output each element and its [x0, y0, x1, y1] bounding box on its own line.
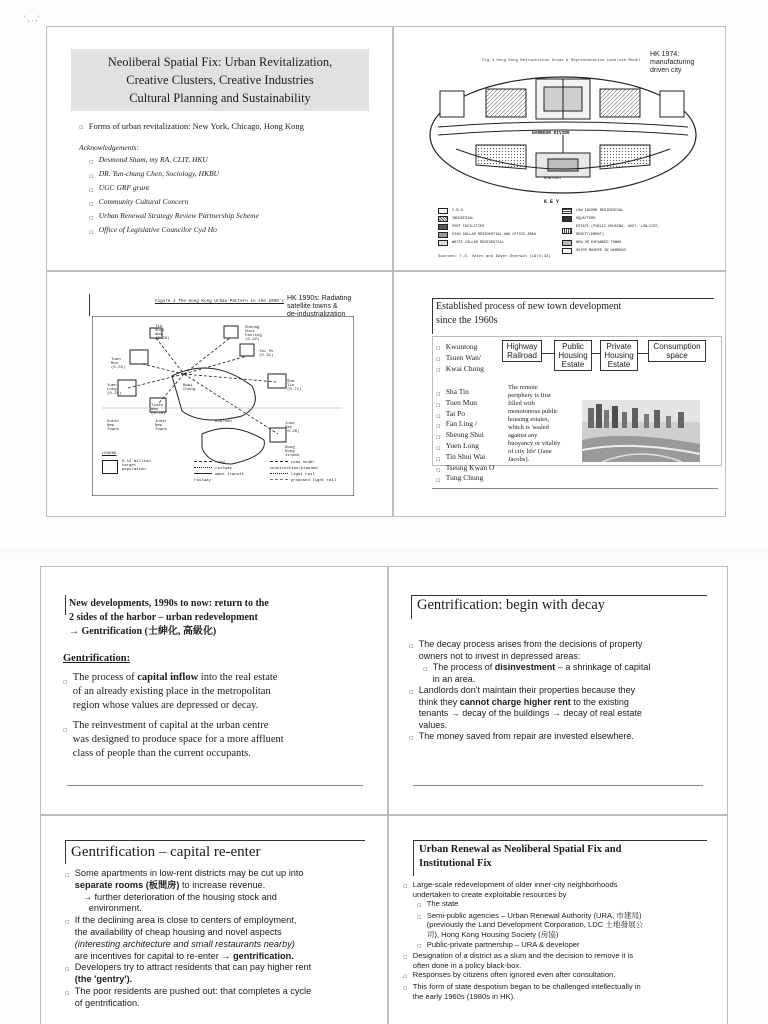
bullet-line: 司), Hong Kong Housing Society (房協): [426, 929, 559, 939]
ack-item: Urban Renewal Strategy Review Partnership Scheme: [98, 211, 259, 220]
town-name: Yuen Long: [445, 440, 479, 450]
bullet-icon: ▫: [403, 972, 408, 981]
bullet-icon: ▫: [436, 390, 441, 398]
bullet-icon: ▫: [89, 200, 94, 208]
bullet-icon: ▫: [79, 123, 84, 131]
bullet-line: The state: [426, 899, 459, 909]
key-row: [438, 207, 558, 215]
slide-7-bullet-3: [65, 962, 381, 986]
caption-line: manufacturing: [650, 59, 695, 66]
title-line: Creative Clusters, Creative Industries: [126, 73, 314, 87]
slide-8-subbullet: [417, 940, 721, 952]
bullet-line: The decay process arises from the decisions of property: [418, 639, 643, 649]
key-row: [562, 247, 688, 255]
slide-6-bullet-2: [409, 685, 719, 731]
legend-label: railway: [215, 467, 232, 471]
slide-8-bullet-4: [403, 982, 721, 1001]
acknowledgements: [79, 143, 369, 238]
quote-line: periphery is first: [508, 392, 551, 399]
bullet-icon: ▫: [65, 988, 70, 997]
bullet-icon: ▫: [436, 465, 441, 474]
slide-2: [393, 26, 726, 271]
key-swatch: [562, 248, 572, 254]
bullet-line: environment.: [88, 903, 142, 914]
handout-sheet-bottom: [0, 558, 768, 1024]
bullet-line: The reinvestment of capital at the urban centre: [72, 720, 269, 731]
bullet-icon: ▫: [65, 871, 70, 879]
slide-5-bullet-2: [63, 719, 373, 761]
bullet-line: (interesting architecture and small restaurants nearby): [74, 938, 295, 949]
bullet-line: often done in a policy black-box.: [412, 960, 522, 970]
bullet-line: Large-scale redevelopment of older inner-city neighborhoods: [412, 880, 618, 889]
slide-8-bullet-1: [403, 880, 721, 899]
bullet-line: The poor residents are pushed out: that completes a cycle: [74, 985, 312, 996]
key-label: INDUSTRIAL: [452, 217, 474, 221]
town-label: Sheung Shui Fanling (0.22): [245, 326, 262, 342]
quote-line: which is 'sealed: [508, 424, 549, 431]
new-town-photo: [582, 400, 700, 462]
key-label: SQUATTERS: [576, 217, 596, 221]
bullet-icon: ▫: [436, 443, 441, 452]
figure-title: Figure 2 The Hong Kong Urban Pattern in the 1990's: [155, 299, 284, 304]
slide-4: [393, 271, 726, 517]
flow-step-highway: Highway Railroad: [502, 340, 542, 362]
key-swatch: [562, 240, 572, 246]
bullet-icon: ▫: [403, 983, 408, 992]
legend-box-label: 0.12 million target population: [121, 460, 151, 472]
bullet-line: separate rooms (板間房) to increase revenue.: [74, 879, 266, 890]
jacobs-quote: [508, 384, 584, 464]
key-label: PORT FACILITIES: [452, 225, 485, 229]
flow-step-public-housing: Public Housing Estate: [554, 340, 592, 371]
quote-line: The remote: [508, 384, 538, 391]
key-row: [438, 223, 558, 231]
key-row: [562, 207, 688, 215]
town-label: Tai Po (0.31): [259, 350, 274, 358]
legend-label: mass transit railway: [194, 473, 244, 483]
caption-line: de-industrialization: [287, 311, 346, 318]
town-name: Tin Shui Wai: [445, 451, 486, 461]
legend-title: LEGEND: [102, 452, 117, 456]
bullet-line: values.: [418, 719, 448, 730]
bullet-icon: ▫: [63, 678, 68, 686]
bullet-icon: ▫: [65, 918, 70, 927]
bullet-icon: ▫: [409, 642, 414, 650]
title-line: Institutional Fix: [419, 858, 492, 869]
key-swatch: [438, 240, 448, 246]
bullet-icon: ▫: [436, 422, 441, 431]
town-name: Fan Ling /: [445, 419, 477, 429]
divider: [432, 488, 718, 489]
caption-line: satellite towns &: [287, 303, 338, 310]
slide-8-bullet-2: [403, 951, 721, 970]
bullet-icon: ▫: [403, 882, 408, 890]
legend-item: [194, 472, 254, 484]
bullet-line: think they cannot charge higher rent to the existing: [418, 696, 629, 707]
slide-5-title-mark: [65, 595, 66, 615]
title-line: since the 1960s: [436, 315, 498, 326]
legend-item: [270, 460, 352, 472]
slide-8-subbullet: [417, 899, 721, 911]
key-swatch: [562, 216, 572, 222]
key-swatch: [562, 208, 572, 214]
quote-line: monotonous public: [508, 408, 559, 415]
bullet-icon: ▫: [436, 411, 441, 420]
quote-line: of city life' (Jane: [508, 448, 552, 455]
town-label: Outer New Towns: [107, 420, 120, 432]
figure-title: Fig.4 Hong Kong Metropolitan Areas & Representative Land-use Model: [482, 59, 641, 63]
bullet-icon: ▫: [436, 400, 441, 409]
town-label: Kowloon: [215, 420, 232, 424]
bullet-line: The process of disinvestment – a shrinkage of capital: [432, 662, 651, 672]
bullet-line: class of people than the current occupants.: [72, 748, 251, 759]
bullet-line: of gentrification.: [74, 997, 140, 1008]
town-label: Tsuen Wan (0.78): [151, 404, 166, 416]
bullet-icon: ▫: [65, 965, 70, 974]
legend-item: [270, 478, 352, 484]
flow-step-private-housing: Private Housing Estate: [600, 340, 638, 371]
heading-line: New developments, 1990s to now: return to the: [69, 598, 269, 609]
ack-item: Community Cultural Concern: [98, 197, 189, 206]
bullet-line: This form of state despotism began to be challenged intellectually in: [412, 981, 641, 991]
bullet-icon: ▫: [436, 433, 441, 442]
title-line: Neoliberal Spatial Fix: Urban Revitalization,: [107, 55, 333, 69]
sub-bullet-icon: ▫: [423, 665, 428, 673]
slide-6-bullet-3: [409, 731, 719, 745]
gentrification-subheading: Gentrification:: [63, 653, 131, 664]
bullet-line: Landlords don't maintain their properties because they: [418, 685, 636, 695]
bullet-line: the availability of cheap housing and novel aspects: [74, 926, 282, 937]
divider: [413, 785, 703, 786]
sub-bullet-icon: ▫: [417, 941, 422, 950]
slide-8: [388, 815, 728, 1024]
legend-label: road under construction/planned: [269, 461, 318, 471]
town-label: Tuen Mun (0.55): [111, 358, 126, 370]
legend-box-icon: [102, 460, 118, 474]
key-title: K E Y: [544, 199, 560, 205]
slide-1: [46, 26, 393, 271]
bullet-text: Forms of urban revitalization: New York, Chicago, Hong Kong: [88, 121, 304, 131]
bullet-line: → further deterioration of the housing stock and: [82, 891, 277, 902]
bullet-icon: ▫: [436, 355, 441, 363]
slide-7-body: [65, 868, 381, 1010]
figure-legend: [102, 452, 352, 484]
town-name: Kwuntong: [445, 342, 478, 351]
slide-5: [40, 566, 388, 815]
heading-line: 2 sides of the harbor – urban redevelopment: [69, 612, 258, 623]
slide-7-bullet-2: [65, 915, 381, 962]
bullet-icon: ▫: [89, 186, 94, 194]
heading-line: → Gentrification (士紳化, 高級化): [69, 626, 217, 637]
town-label: Inner New Towns: [155, 420, 168, 432]
figure-source: Sources: T.S. Yates and Dwyer-Sherwin (1974:33): [438, 255, 551, 259]
flow-arrow-icon: [638, 353, 648, 354]
sub-bullet-icon: ▫: [417, 912, 422, 921]
bullet-icon: ▫: [436, 454, 441, 463]
bullet-icon: ▫: [409, 734, 414, 742]
ack-item: DR. Yun-chung Chen, Sociology, HKBU: [98, 169, 220, 178]
sub-bullet-icon: ▫: [417, 901, 422, 910]
key-label: HIGH DOLLAR RESIDENTIAL AND OFFICE AREA: [452, 233, 537, 237]
slide-6: [388, 566, 728, 815]
bullet-icon: ▫: [89, 158, 94, 166]
bullet-line: The process of capital inflow into the real estate: [72, 672, 278, 683]
title-line: Urban Renewal as Neoliberal Spatial Fix and: [419, 844, 622, 855]
legend-label: road: [215, 461, 225, 465]
key-row: [562, 223, 688, 239]
bullet-line: are incentives for capital to re-enter → gentrification.: [74, 950, 294, 961]
map-key: [438, 207, 688, 251]
kowloon-label: Kowloon: [544, 177, 561, 181]
town-name: Tuen Mun: [445, 397, 477, 407]
slide-3: [46, 271, 393, 517]
town-label: Yuen Long (0.21): [107, 384, 122, 396]
harbour-label: HARBOUR DIVIDE: [532, 131, 570, 136]
bullet-icon: ▫: [63, 726, 68, 734]
bullet-line: the early 1960s (1980s in HK).: [412, 991, 516, 1001]
flow-arrow-icon: [542, 353, 554, 354]
slide-6-title: Gentrification: begin with decay: [417, 597, 606, 613]
ack-item: Desmond Sham, my RA, CLIT, HKU: [98, 155, 208, 164]
key-label: NEW OR EXPANDED TOWNS: [576, 241, 622, 245]
slide-5-bullet-1: [63, 671, 373, 713]
bullet-line: Responses by citizens often ignored even after consultation.: [412, 970, 616, 980]
key-label: LOW INCOME RESIDENTIAL: [576, 209, 624, 213]
bullet-icon: ▫: [89, 172, 94, 180]
bullet-line: The money saved from repair are invested elsewhere.: [418, 731, 634, 741]
slide-5-heading: [69, 597, 369, 639]
bullet-line: tenants → decay of the buildings → decay of real estate: [418, 708, 642, 718]
town-name: Tung Chung: [445, 473, 484, 483]
key-swatch: [438, 232, 448, 238]
bullet-line: was designed to produce space for a more affluent: [72, 734, 284, 745]
bullet-line: Semi-public agencies – Urban Renewal Authority (URA, 市建局): [426, 910, 642, 920]
slide-6-body: [409, 639, 719, 745]
bullet-line: of an already existing place in the metropolitan: [72, 686, 271, 697]
flow-arrow-icon: [592, 353, 600, 354]
key-swatch: [438, 216, 448, 222]
slide-8-title: [419, 843, 621, 871]
town-name: Kwai Chung: [445, 364, 484, 373]
bullet-line: region whose values are depressed or decay.: [72, 700, 259, 711]
town-label: Sha Tin (0.71): [287, 380, 302, 392]
quote-line: housing estates,: [508, 416, 550, 423]
new-towns-list: [436, 388, 494, 485]
key-row: [562, 239, 688, 247]
bullet-icon: ▫: [403, 953, 408, 962]
bullet-line: Public-private partnership – URA & developer: [426, 939, 580, 949]
slide-6-bullet-1: [409, 639, 719, 662]
slide-8-subbullet: [417, 911, 721, 940]
bullet-icon: ▫: [436, 476, 441, 485]
town-name: Sha Tin: [445, 387, 469, 396]
bullet-icon: ▫: [436, 344, 441, 352]
key-label: WHITE COLLAR RESIDENTIAL: [452, 241, 504, 245]
bullet-line: owners not to invest in depressed areas:: [418, 650, 581, 661]
key-swatch: [562, 228, 572, 234]
slide-7: [40, 815, 388, 1024]
key-swatch: [438, 224, 448, 230]
quote-line: against any: [508, 432, 538, 439]
town-label: Tin Shui Wai (0.26): [155, 325, 170, 341]
bullet-line: Developers try to attract residents that can pay higher rent: [74, 962, 312, 973]
divider: [67, 785, 363, 786]
bullet-line: (the 'gentry').: [74, 974, 133, 985]
title-line: Established process of new town development: [436, 301, 622, 312]
town-name: Sheung Shui: [445, 430, 484, 440]
town-label: Hong Kong Island: [285, 446, 300, 458]
town-label: Kwai Chung: [183, 384, 196, 392]
slide-8-body: [403, 880, 721, 1001]
slide-7-title: Gentrification – capital re-enter: [71, 844, 261, 860]
caption-line: HK 1990s: Radiating: [287, 295, 352, 302]
bullet-icon: ▫: [409, 688, 414, 696]
key-swatch: [438, 208, 448, 214]
key-row: [438, 215, 558, 223]
bullet-line: undertaken to create exploitable resources by: [412, 889, 567, 899]
slide-3-title-mark: [89, 294, 90, 316]
legend-label: proposed light rail: [290, 479, 337, 483]
key-row: [438, 239, 558, 247]
slide-7-bullet-4: [65, 986, 381, 1010]
title-line: Cultural Planning and Sustainability: [129, 91, 311, 105]
town-label: Junk Bay (0.26): [285, 422, 300, 434]
bullet-icon: ▫: [89, 214, 94, 222]
town-name: Tseung Kwan O: [445, 462, 495, 472]
town-name: Tsuen Wan/: [445, 353, 481, 362]
quote-line: filled with: [508, 400, 535, 407]
bullet-icon: ▫: [436, 366, 441, 374]
caption-line: driven city: [650, 67, 682, 74]
key-row: [438, 231, 558, 239]
flow-step-consumption: Consumption space: [648, 340, 706, 362]
first-towns-list: [436, 342, 484, 375]
slide-1-title: [71, 49, 369, 111]
town-name: Tai Po: [445, 408, 466, 418]
ack-item: UGC GRF grant: [98, 183, 150, 192]
key-label: C.B.D.: [452, 209, 465, 213]
slide-1-bullet: [79, 121, 379, 131]
slide-4-title: [436, 300, 621, 328]
bullet-line: If the declining area is close to centers of employment,: [74, 915, 297, 926]
page-mark: ' , . ,': [24, 14, 39, 23]
ack-heading: Acknowledgements:: [79, 143, 139, 152]
key-label: SHIPS MOORED IN HARBOUR: [576, 249, 626, 253]
key-label: ESTATE (PUBLIC HOUSING, GOVT. LOW-COST, RESETTLEMENT): [575, 225, 660, 237]
bullet-icon: ▫: [89, 228, 94, 236]
legend-label: light rail: [290, 473, 315, 477]
quote-line: buoyancy or vitality: [508, 440, 561, 447]
slide-6-subbullet: [423, 662, 719, 685]
caption-line: HK 1974:: [650, 51, 680, 58]
bullet-line: Some apartments in low-rent districts may be cut up into: [74, 868, 304, 878]
slide-8-bullet-3: [403, 970, 721, 982]
bullet-line: (previously the Land Development Corporation, LDC 土地發展公: [426, 920, 644, 930]
ack-item: Office of Legislative Councilor Cyd Ho: [98, 225, 217, 234]
bullet-line: in an area.: [432, 673, 476, 684]
slide-7-bullet-1: [65, 868, 381, 915]
bullet-line: Designation of a district as a slum and the decision to remove it is: [412, 951, 634, 961]
key-row: [562, 215, 688, 223]
quote-line: Jacobs).: [508, 456, 530, 463]
